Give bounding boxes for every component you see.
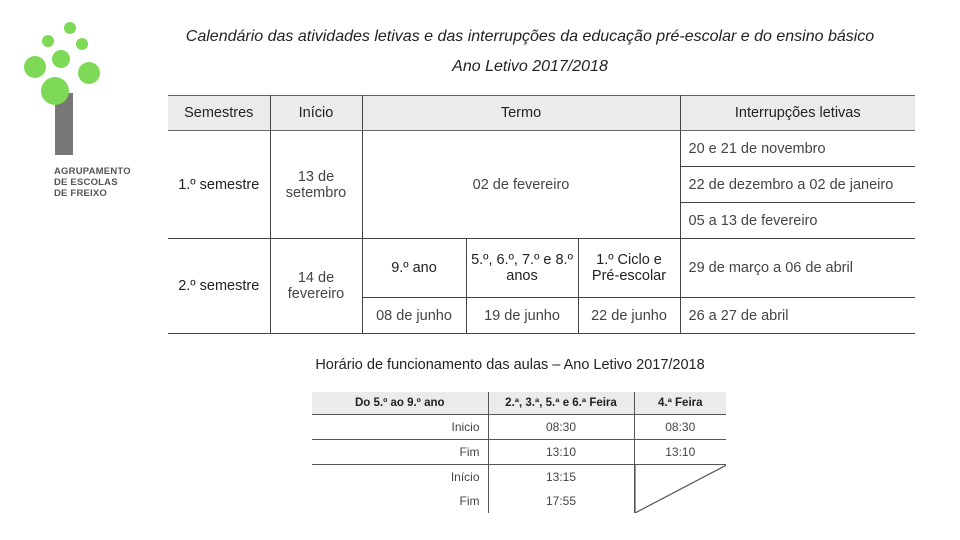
page-title: Calendário das atividades letivas e das interrupções da educação pré-escolar e do ensino básico (185, 28, 875, 45)
table-row (312, 440, 726, 465)
header-inicio: Início (270, 96, 362, 131)
schedule-row-label: Fim (312, 440, 488, 465)
schedule-row-label: Inicio (312, 415, 488, 440)
group-1-ciclo: 1.º Ciclo e Pré-escolar (578, 239, 680, 298)
table-row (168, 239, 915, 298)
schedule-wednesday-time: 08:30 (634, 415, 726, 440)
schedule-header-levels: Do 5.º ao 9.º ano (312, 392, 488, 415)
semester-1-name: 1.º semestre (168, 131, 270, 239)
table-header-row (312, 392, 726, 415)
logo-line: AGRUPAMENTO (54, 166, 131, 177)
logo-line: DE ESCOLAS (54, 177, 118, 188)
schedule-weekday-time: 13:15 (488, 465, 634, 490)
schedule-weekday-time: 13:10 (488, 440, 634, 465)
schedule-empty-cell (634, 465, 726, 514)
table-header-row (168, 96, 915, 131)
schedule-row-label: Início (312, 465, 488, 490)
break-item: 22 de dezembro a 02 de janeiro (680, 167, 915, 203)
logo-leaf-dot (41, 77, 69, 105)
semester-2-name: 2.º semestre (168, 239, 270, 334)
schedule-table (312, 392, 726, 513)
header-interrupcoes: Interrupções letivas (680, 96, 915, 131)
schedule-row-label: Fim (312, 489, 488, 513)
break-item: 05 a 13 de fevereiro (680, 203, 915, 239)
group-9-ano: 9.º ano (362, 239, 466, 298)
semester-2-start: 14 de fevereiro (270, 239, 362, 334)
table-row (312, 415, 726, 440)
logo-leaf-dot (76, 38, 88, 50)
schedule-title: Horário de funcionamento das aulas – Ano Letivo 2017/2018 (315, 357, 705, 373)
end-1-ciclo: 22 de junho (578, 298, 680, 334)
schedule-weekday-time: 08:30 (488, 415, 634, 440)
logo-leaf-dot (64, 22, 76, 34)
header-semestres: Semestres (168, 96, 270, 131)
logo-line: DE FREIXO (54, 188, 108, 199)
logo-leaf-dot (78, 62, 100, 84)
header-termo: Termo (362, 96, 680, 131)
logo-text (54, 166, 131, 199)
schedule-header-weekdays: 2.ª, 3.ª, 5.ª e 6.ª Feira (488, 392, 634, 415)
schedule-wednesday-time: 13:10 (634, 440, 726, 465)
group-5-8-anos: 5.º, 6.º, 7.º e 8.º anos (466, 239, 578, 298)
logo-leaf-dot (24, 56, 46, 78)
break-item: 29 de março a 06 de abril (680, 239, 915, 298)
page-subtitle: Ano Letivo 2017/2018 (452, 58, 608, 75)
table-row (312, 465, 726, 490)
logo-leaf-dot (52, 50, 70, 68)
logo-leaf-dot (42, 35, 54, 47)
break-item: 26 a 27 de abril (680, 298, 915, 334)
end-9-ano: 08 de junho (362, 298, 466, 334)
schedule-header-wednesday: 4.ª Feira (634, 392, 726, 415)
semester-1-end: 02 de fevereiro (362, 131, 680, 239)
end-5-8-anos: 19 de junho (466, 298, 578, 334)
schedule-weekday-time: 17:55 (488, 489, 634, 513)
semester-1-start: 13 de setembro (270, 131, 362, 239)
calendar-table (168, 95, 915, 334)
table-row (168, 131, 915, 167)
break-item: 20 e 21 de novembro (680, 131, 915, 167)
diagonal-strike (635, 465, 727, 513)
